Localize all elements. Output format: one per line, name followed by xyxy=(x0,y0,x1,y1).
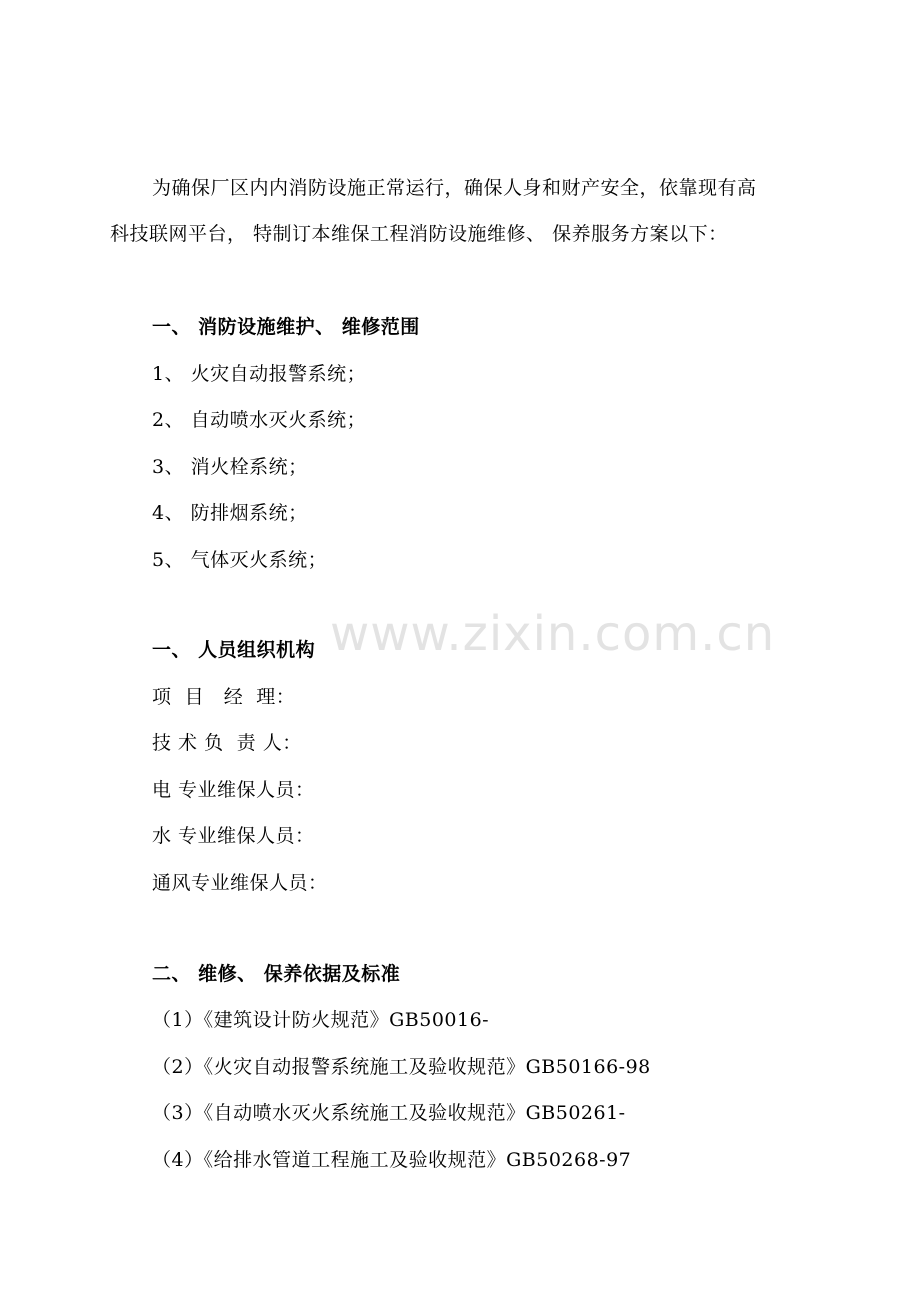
watermark: www.zixin.com.cn xyxy=(330,606,776,662)
list-item: 5、 气体灭火系统； xyxy=(152,549,328,571)
role-line: 项 目 经 理： xyxy=(152,686,296,708)
section-heading-standards: 二、 维修、 保养依据及标准 xyxy=(152,963,401,985)
role-line: 电 专业维保人员： xyxy=(152,779,315,801)
list-item: 4、 防排烟系统； xyxy=(152,502,308,524)
list-item: 1、 火灾自动报警系统； xyxy=(152,363,367,385)
standard-item: （1）《建筑设计防火规范》GB50016- xyxy=(152,1009,490,1031)
role-line: 通风专业维保人员： xyxy=(152,872,328,894)
list-item: 2、 自动喷水灭火系统； xyxy=(152,409,367,431)
standard-item: （2）《火灾自动报警系统施工及验收规范》GB50166-98 xyxy=(152,1056,651,1078)
role-line: 水 专业维保人员： xyxy=(152,825,315,847)
section-heading-personnel: 一、 人员组织机构 xyxy=(152,639,316,661)
role-line: 技 术 负 责 人： xyxy=(152,732,302,754)
intro-line-1: 为确保厂区内内消防设施正常运行，确保人身和财产安全，依靠现有高 xyxy=(152,177,757,199)
section-heading-scope: 一、 消防设施维护、 维修范围 xyxy=(152,316,420,338)
intro-line-2: 科技联网平台， 特制订本维保工程消防设施维修、 保养服务方案以下： xyxy=(110,223,728,245)
standard-item: （3）《自动喷水灭火系统施工及验收规范》GB50261- xyxy=(152,1102,626,1124)
list-item: 3、 消火栓系统； xyxy=(152,456,308,478)
standard-item: （4）《给排水管道工程施工及验收规范》GB50268-97 xyxy=(152,1149,632,1171)
